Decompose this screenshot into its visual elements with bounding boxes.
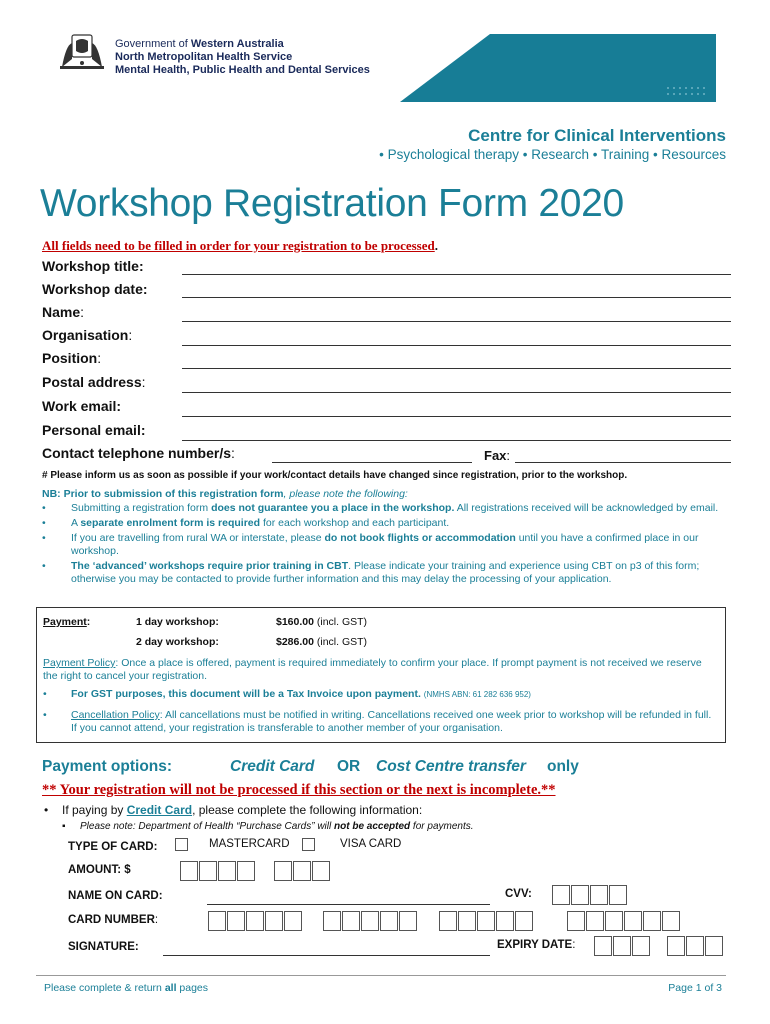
label-organisation <box>42 327 132 343</box>
mastercard-label: MASTERCARD <box>209 838 290 850</box>
nb-b3-c: until you have a confirmed place in our workshop. <box>71 532 699 557</box>
cvv-digit-box[interactable] <box>552 885 570 905</box>
card-number-digit-box[interactable] <box>380 911 398 931</box>
required-notice-end: . <box>434 238 438 253</box>
payment-label-colon: : <box>86 616 91 628</box>
card-number-label <box>68 914 158 926</box>
input-workshop-title[interactable] <box>182 274 731 275</box>
card-number-digit-box[interactable] <box>605 911 623 931</box>
option-or: OR <box>337 758 361 775</box>
nb-b3-b: do not book flights or accommodation <box>324 532 516 544</box>
inform-note: # Please inform us as soon as possible if your work/contact details have changed since registration, prior to the workshop. <box>42 470 628 481</box>
paying-link[interactable]: Credit Card <box>126 803 193 817</box>
card-number-digit-box[interactable] <box>567 911 585 931</box>
gov-line1-prefix: Government of <box>115 38 191 50</box>
input-name[interactable] <box>182 321 731 322</box>
visa-checkbox[interactable] <box>302 838 315 851</box>
input-organisation[interactable] <box>182 345 731 346</box>
one-day-price-value: $160.00 <box>276 616 314 628</box>
payment-label <box>43 616 90 628</box>
name-on-card-input[interactable] <box>207 904 490 905</box>
one-day-label: 1 day workshop: <box>136 616 219 628</box>
card-number-digit-box[interactable] <box>515 911 533 931</box>
nb-lead <box>42 488 732 501</box>
centre-tagline: • Psychological therapy • Research • Training • Resources <box>379 147 726 162</box>
amount-digit-box[interactable] <box>237 861 255 881</box>
label-workshop-date: Workshop date: <box>42 281 148 297</box>
label-workshop-title: Workshop title: <box>42 258 144 274</box>
nb-b1-a: Submitting a registration form <box>71 502 212 514</box>
nb-b2-a: A <box>71 517 81 529</box>
paying-a: If paying by <box>62 803 127 817</box>
card-number-digit-box[interactable] <box>643 911 661 931</box>
input-work-email[interactable] <box>182 416 731 417</box>
card-number-digit-box[interactable] <box>284 911 302 931</box>
input-contact-phone[interactable] <box>272 462 472 463</box>
label-postal-address <box>42 374 146 390</box>
label-fax-colon: : <box>506 448 511 463</box>
mastercard-checkbox[interactable] <box>175 838 188 851</box>
centre-title: Centre for Clinical Interventions <box>468 126 726 145</box>
card-number-digit-box[interactable] <box>227 911 245 931</box>
nb-section <box>42 488 732 586</box>
label-name-colon: : <box>80 304 85 320</box>
paying-b: , please complete the following information: <box>192 803 423 817</box>
footer-left-c: pages <box>176 982 209 994</box>
expiry-digit-box[interactable] <box>667 936 685 956</box>
option-cost-centre: Cost Centre transfer <box>376 758 526 775</box>
nb-bullet-3: • If you are travelling from rural WA or interstate, please do not book flights or accommodation until you have a confirmed place in our workshop. <box>42 532 699 557</box>
label-personal-email: Personal email: <box>42 422 146 438</box>
form-title: Workshop Registration Form 2020 <box>40 182 624 225</box>
incomplete-warning: ** Your registration will not be processed if this section or the next is incomplete.** <box>42 782 556 798</box>
cvv-digit-box[interactable] <box>571 885 589 905</box>
payment-options-title: Payment options: <box>42 758 173 775</box>
label-name <box>42 304 84 320</box>
nb-lead-tail: , please note the following: <box>283 488 408 500</box>
expiry-date-text: EXPIRY DATE <box>497 939 573 951</box>
input-personal-email[interactable] <box>182 440 731 441</box>
expiry-digit-box[interactable] <box>594 936 612 956</box>
label-fax-text: Fax <box>484 448 507 463</box>
payment-policy-label: Payment Policy <box>43 657 116 669</box>
purchase-card-note: ▪ Please note: Department of Health “Purchase Cards” will not be accepted for payments. <box>62 821 474 832</box>
expiry-date-label <box>497 939 575 951</box>
cancellation-policy: • Cancellation Policy: All cancellations must be notified in writing. Cancellations received one week prior to workshop will be refunded in full. If you cannot attend, your registration is transferable to another member of your organisation. <box>43 709 712 734</box>
cvv-label: CVV: <box>505 888 532 900</box>
nb-b3-a: If you are travelling from rural WA or interstate, please <box>71 532 325 544</box>
required-notice-text: All fields need to be filled in order for your registration to be processed <box>42 238 435 253</box>
signature-input[interactable] <box>163 955 490 956</box>
input-fax[interactable] <box>515 462 731 463</box>
label-position <box>42 350 101 366</box>
expiry-digit-box[interactable] <box>632 936 650 956</box>
label-position-colon: : <box>97 350 102 366</box>
name-on-card-label: NAME ON CARD: <box>68 890 163 902</box>
card-number-digit-box[interactable] <box>439 911 457 931</box>
page-number: Page 1 of 3 <box>668 982 722 994</box>
nb-b2-c: for each workshop and each participant. <box>260 517 450 529</box>
expiry-digit-box[interactable] <box>686 936 704 956</box>
cvv-digit-box[interactable] <box>609 885 627 905</box>
abn-text: (NMHS ABN: 61 282 636 952) <box>423 690 531 699</box>
footer-left-a: Please complete & return <box>44 982 165 994</box>
label-name-text: Name <box>42 304 81 320</box>
nb-b2-b: separate enrolment form is required <box>80 517 261 529</box>
nb-bullet-1: • Submitting a registration form does not guarantee you a place in the workshop. All registrations received will be acknowledged by email. <box>42 502 719 514</box>
label-organisation-colon: : <box>128 327 133 343</box>
one-day-price <box>276 616 367 628</box>
gst-note-text: For GST purposes, this document will be a Tax Invoice upon payment. <box>71 688 421 700</box>
card-number-digit-box[interactable] <box>586 911 604 931</box>
amount-digit-box[interactable] <box>312 861 330 881</box>
cvv-digit-box[interactable] <box>590 885 608 905</box>
nb-b4-a: The ‘advanced’ workshops require prior training in CBT <box>71 560 349 572</box>
amount-digit-box[interactable] <box>199 861 217 881</box>
paying-instruction: • If paying by Credit Card, please complete the following information: <box>44 803 423 817</box>
amount-label: AMOUNT: $ <box>68 864 131 876</box>
two-day-label: 2 day workshop: <box>136 636 219 648</box>
input-position[interactable] <box>182 368 731 369</box>
input-workshop-date[interactable] <box>182 297 731 298</box>
card-number-digit-box[interactable] <box>624 911 642 931</box>
wa-crest-logo <box>56 33 108 73</box>
input-postal-address[interactable] <box>182 392 731 393</box>
cancellation-policy-text: : All cancellations must be notified in writing. Cancellations received one week prior to workshop will be refunded in full. If you cannot attend, your registration is transferable to another member of your organisation. <box>71 709 712 734</box>
please-c: for payments. <box>410 821 474 832</box>
two-day-price <box>276 636 367 648</box>
payment-policy-text: : Once a place is offered, payment is required immediately to confirm your place. If prompt payment is not received we reserve the right to cancel your registration. <box>43 657 702 682</box>
card-number-digit-box[interactable] <box>361 911 379 931</box>
card-number-digit-box[interactable] <box>208 911 226 931</box>
nb-b4-b: . Please indicate your training and experience using CBT on p3 of this form; otherwise you may be contacted to provide further information and this may delay the processing of your application. <box>71 560 700 585</box>
card-type-label: TYPE OF CARD: <box>68 841 158 853</box>
label-postal-address-colon: : <box>141 374 146 390</box>
card-number-digit-box[interactable] <box>458 911 476 931</box>
option-only: only <box>547 758 579 775</box>
label-organisation-text: Organisation <box>42 327 129 343</box>
option-credit-card: Credit Card <box>230 758 315 775</box>
label-work-email: Work email: <box>42 398 122 414</box>
please-a: Please note: Department of Health “Purchase Cards” will <box>80 821 335 832</box>
footer-instruction <box>44 982 208 994</box>
expiry-digit-box[interactable] <box>705 936 723 956</box>
label-postal-address-text: Postal address <box>42 374 142 390</box>
amount-digit-box[interactable] <box>218 861 236 881</box>
footer-left-b: all <box>164 982 177 994</box>
card-number-digit-box[interactable] <box>342 911 360 931</box>
card-number-digit-box[interactable] <box>477 911 495 931</box>
please-b: not be accepted <box>334 821 411 832</box>
cancellation-policy-label: Cancellation Policy <box>71 709 160 721</box>
card-number-digit-box[interactable] <box>265 911 283 931</box>
footer-rule <box>36 975 726 976</box>
gov-line2: North Metropolitan Health Service <box>115 51 293 63</box>
expiry-date-colon: : <box>572 939 576 951</box>
label-contact-phone-text: Contact telephone number/s <box>42 445 232 461</box>
nb-bullet-2: • A separate enrolment form is required for each workshop and each participant. <box>42 517 450 529</box>
label-position-text: Position <box>42 350 98 366</box>
card-number-digit-box[interactable] <box>496 911 514 931</box>
card-number-digit-box[interactable] <box>246 911 264 931</box>
card-number-digit-box[interactable] <box>399 911 417 931</box>
card-number-text: CARD NUMBER <box>68 914 155 926</box>
nb-bullet-4: • The ‘advanced’ workshops require prior training in CBT. Please indicate your training and experience using CBT on p3 of this form; otherwise you may be contacted to provide further information and this may delay the processing of your application. <box>42 560 700 585</box>
label-contact-phone-colon: : <box>231 445 235 461</box>
expiry-digit-box[interactable] <box>613 936 631 956</box>
amount-digit-box[interactable] <box>180 861 198 881</box>
gov-line1-strong: Western Australia <box>190 38 284 50</box>
amount-digit-box[interactable] <box>274 861 292 881</box>
nb-lead-strong: NB: Prior to submission of this registration form <box>42 488 284 500</box>
government-name <box>115 38 370 77</box>
payment-label-text: Payment <box>43 616 87 628</box>
card-number-digit-box[interactable] <box>323 911 341 931</box>
required-notice <box>42 238 438 254</box>
two-day-price-value: $286.00 <box>276 636 314 648</box>
gst-note: • For GST purposes, this document will be a Tax Invoice upon payment. (NMHS ABN: 61 282 636 952) <box>43 688 531 700</box>
label-contact-phone <box>42 445 235 461</box>
nb-b1-b: does not guarantee you a place in the workshop. <box>211 502 455 514</box>
visa-label: VISA CARD <box>340 838 402 850</box>
header-banner <box>400 34 716 102</box>
label-fax <box>484 448 510 463</box>
signature-label: SIGNATURE: <box>68 941 139 953</box>
card-number-digit-box[interactable] <box>662 911 680 931</box>
one-day-gst: (incl. GST) <box>313 616 368 628</box>
gov-line3: Mental Health, Public Health and Dental Services <box>115 64 370 76</box>
two-day-gst: (incl. GST) <box>313 636 368 648</box>
payment-policy <box>43 657 703 683</box>
nb-b1-c: All registrations received will be acknowledged by email. <box>454 502 719 514</box>
card-number-colon: : <box>154 914 159 926</box>
amount-digit-box[interactable] <box>293 861 311 881</box>
